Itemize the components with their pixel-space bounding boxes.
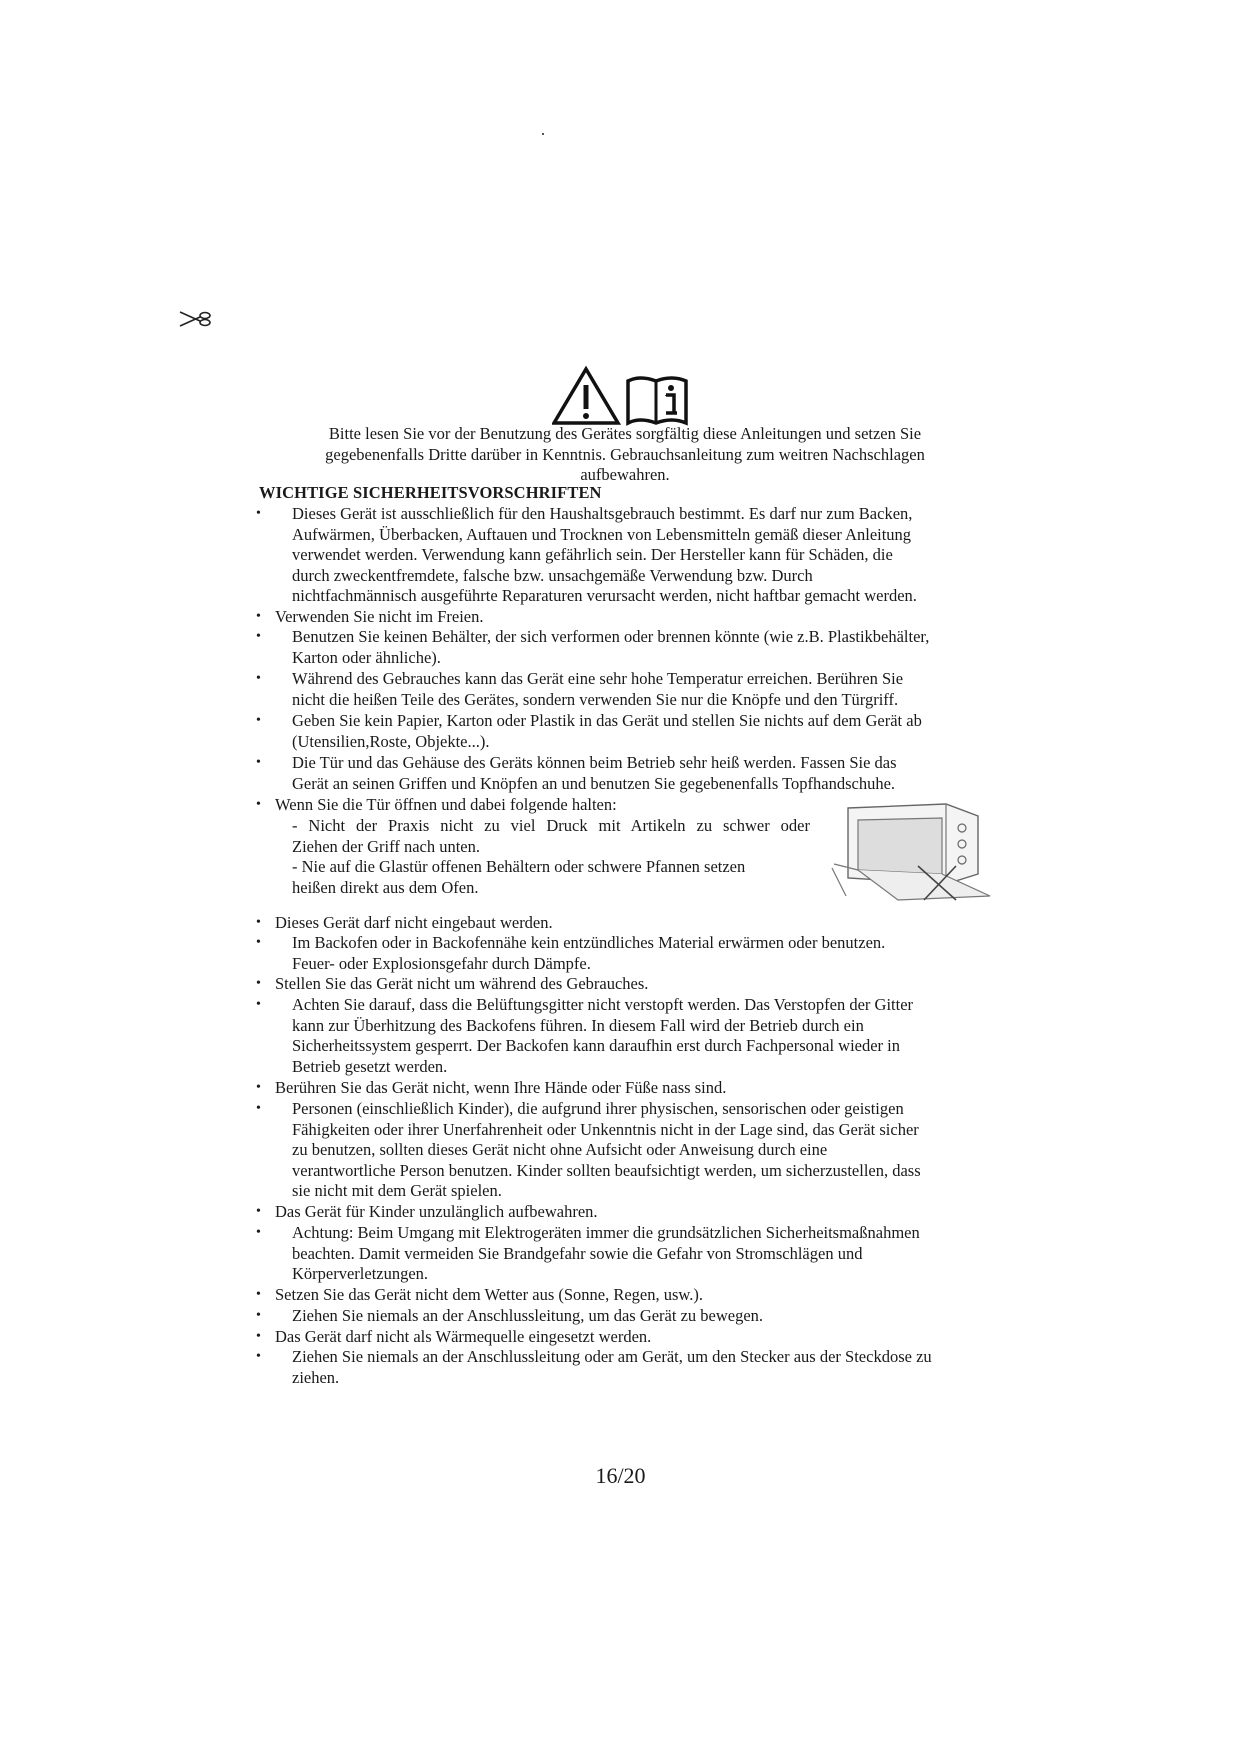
list-item-line: Achten Sie darauf, dass die Belüftungsgitter nicht verstopft werden. Das Verstopfen der Gitter (292, 995, 914, 1014)
list-item-line: Fähigkeiten oder ihrer Unerfahrenheit oder Unkenntnis nicht in der Lage sind, das Gerät sicher (292, 1119, 919, 1139)
bullet-marker: • (256, 915, 261, 930)
list-item (275, 795, 617, 816)
list-item-line: Sicherheitssystem gesperrt. Der Backofen kann daraufhin erst durch Fachpersonal wieder in (292, 1036, 901, 1055)
door-subitem-line: - Nicht der Praxis nicht zu viel Druck mit Artikeln zu schwer oder (292, 816, 810, 835)
bullet-marker: • (256, 1101, 261, 1116)
list-item-line: kann zur Überhitzung des Backofens führen. In diesem Fall wird der Betrieb durch ein (292, 1015, 864, 1035)
list-item-line: Verwenden Sie nicht im Freien. (275, 607, 484, 626)
bullet-marker: • (256, 1308, 261, 1323)
list-item (275, 1285, 703, 1306)
list-item-line: nicht die heißen Teile des Gerätes, sondern verwenden Sie nur die Knöpfe und den Türgriff. (292, 689, 899, 709)
bullet-marker: • (256, 997, 261, 1012)
bullet-marker: • (256, 713, 261, 728)
bullet-marker: • (256, 1349, 261, 1364)
list-item-line: Ziehen Sie niemals an der Anschlussleitung, um das Gerät zu bewegen. (292, 1306, 764, 1325)
list-item-line: Achtung: Beim Umgang mit Elektrogeräten immer die grundsätzlichen Sicherheitsmaßnahmen (292, 1223, 920, 1242)
bullet-marker: • (256, 506, 261, 521)
list-item (292, 933, 885, 974)
bullet-marker: • (256, 797, 261, 812)
door-subitem-line: heißen direkt aus dem Ofen. (292, 877, 479, 897)
list-item-line: Das Gerät für Kinder unzulänglich aufbewahren. (275, 1202, 598, 1221)
list-item-line: ziehen. (292, 1367, 340, 1387)
list-item-line: Während des Gebrauches kann das Gerät eine sehr hohe Temperatur erreichen. Berühren Sie (292, 669, 904, 688)
list-item-line: Die Tür und das Gehäuse des Geräts können beim Betrieb sehr heiß werden. Fassen Sie das (292, 753, 897, 772)
list-item-line: Gerät an seinen Griffen und Knöpfen an und benutzen Sie gegebenenfalls Topfhandschuhe. (292, 773, 896, 793)
list-item-line: Geben Sie kein Papier, Karton oder Plastik in das Gerät und stellen Sie nichts auf dem Gerät ab (292, 711, 922, 730)
list-item (292, 995, 913, 1077)
list-item-line: (Utensilien,Roste, Objekte...). (292, 731, 490, 751)
stray-dot (542, 133, 544, 135)
list-item-line: Wenn Sie die Tür öffnen und dabei folgende halten: (275, 795, 617, 814)
list-item-line: Dieses Gerät darf nicht eingebaut werden. (275, 913, 553, 932)
list-item-line: Dieses Gerät ist ausschließlich für den Haushaltsgebrauch bestimmt. Es darf nur zum Backen, (292, 504, 913, 523)
list-item-line: Setzen Sie das Gerät nicht dem Wetter aus (Sonne, Regen, usw.). (275, 1285, 704, 1304)
list-item-line: beachten. Damit vermeiden Sie Brandgefahr sowie die Gefahr von Stromschlägen und (292, 1243, 863, 1263)
page-number: 16/20 (595, 1463, 646, 1488)
list-item (292, 669, 903, 710)
bullet-marker: • (256, 1204, 261, 1219)
list-item-line: Das Gerät darf nicht als Wärmequelle eingesetzt werden. (275, 1327, 652, 1346)
list-item-line: zu benutzen, sollten dieses Gerät nicht ohne Aufsicht oder Anweisung durch eine (292, 1140, 828, 1159)
list-item-line: nichtfachmännisch ausgeführte Reparaturen verursacht werden, nicht haftbar gemacht werden. (292, 586, 917, 605)
list-item-line: Benutzen Sie keinen Behälter, der sich verformen oder brennen könnte (wie z.B. Plastikbehälter, (292, 627, 930, 646)
list-item-line: Karton oder ähnliche). (292, 647, 441, 667)
bullet-marker: • (256, 976, 261, 991)
bullet-marker: • (256, 1080, 261, 1095)
bullet-marker: • (256, 629, 261, 644)
intro-line: aufbewahren. (580, 465, 670, 484)
warning-triangle-icon (554, 369, 618, 423)
list-item (292, 504, 917, 607)
door-subitem-line: - Nie auf die Glastür offenen Behältern oder schwere Pfannen setzen (292, 857, 746, 876)
door-subitem-line: Ziehen der Griff nach unten. (292, 836, 480, 856)
list-item-line: verantwortliche Person benutzen. Kinder sollten beaufsichtigt werden, um sicherzustellen, dass (292, 1160, 921, 1180)
list-item-line: Berühren Sie das Gerät nicht, wenn Ihre Hände oder Füße nass sind. (275, 1078, 727, 1097)
bullet-marker: • (256, 1329, 261, 1344)
list-item-line: Stellen Sie das Gerät nicht um während des Gebrauches. (275, 974, 649, 993)
bullet-marker: • (256, 755, 261, 770)
list-item (275, 1078, 726, 1099)
intro-paragraph (280, 424, 970, 486)
bullet-marker: • (256, 935, 261, 950)
list-item (292, 753, 897, 794)
list-item (292, 711, 922, 752)
bullet-marker: • (256, 1225, 261, 1240)
door-subitems (292, 816, 810, 898)
info-book-icon (628, 378, 686, 423)
list-item (292, 1347, 932, 1388)
list-item-line: Ziehen Sie niemals an der Anschlussleitung oder am Gerät, um den Stecker aus der Steckdose zu (292, 1347, 932, 1366)
oven-illustration (828, 800, 994, 904)
list-item (275, 1202, 598, 1223)
bullet-marker: • (256, 609, 261, 624)
bullet-marker: • (256, 671, 261, 686)
list-item (275, 974, 648, 995)
list-item (275, 1327, 651, 1348)
list-item-line: durch zweckentfremdete, falsche bzw. unsachgemäße Verwendung bzw. Durch (292, 565, 813, 585)
list-item (275, 607, 484, 628)
list-item-line: Im Backofen oder in Backofennähe kein entzündliches Material erwärmen oder benutzen. (292, 933, 886, 952)
list-item-line: Personen (einschließlich Kinder), die aufgrund ihrer physischen, sensorischen oder geistigen (292, 1099, 904, 1118)
list-item-line: sie nicht mit dem Gerät spielen. (292, 1181, 502, 1200)
list-item-line: Feuer- oder Explosionsgefahr durch Dämpfe. (292, 953, 591, 973)
list-item-line: Aufwärmen, Überbacken, Auftauen und Trocknen von Lebensmitteln gemäß dieser Anleitung (292, 524, 912, 544)
list-item (292, 1099, 921, 1202)
list-item-line: verwendet werden. Verwendung kann gefährlich sein. Der Hersteller kann für Schäden, die (292, 545, 893, 564)
safety-heading: WICHTIGE SICHERHEITSVORSCHRIFTEN (259, 483, 602, 502)
list-item (275, 913, 553, 934)
bullet-marker: • (256, 1287, 261, 1302)
scissors-icon (178, 306, 214, 332)
intro-line: gegebenenfalls Dritte darüber in Kenntnis. Gebrauchsanleitung zum weitren Nachschlagen (325, 444, 925, 464)
list-item (292, 1223, 920, 1285)
warning-and-info-icons (552, 365, 692, 427)
list-item (292, 627, 929, 668)
intro-line: Bitte lesen Sie vor der Benutzung des Gerätes sorgfältig diese Anleitungen und setzen Sie (328, 424, 922, 443)
list-item-line: Betrieb gesetzt werden. (292, 1056, 448, 1076)
list-item (292, 1306, 763, 1327)
list-item-line: Körperverletzungen. (292, 1264, 429, 1283)
